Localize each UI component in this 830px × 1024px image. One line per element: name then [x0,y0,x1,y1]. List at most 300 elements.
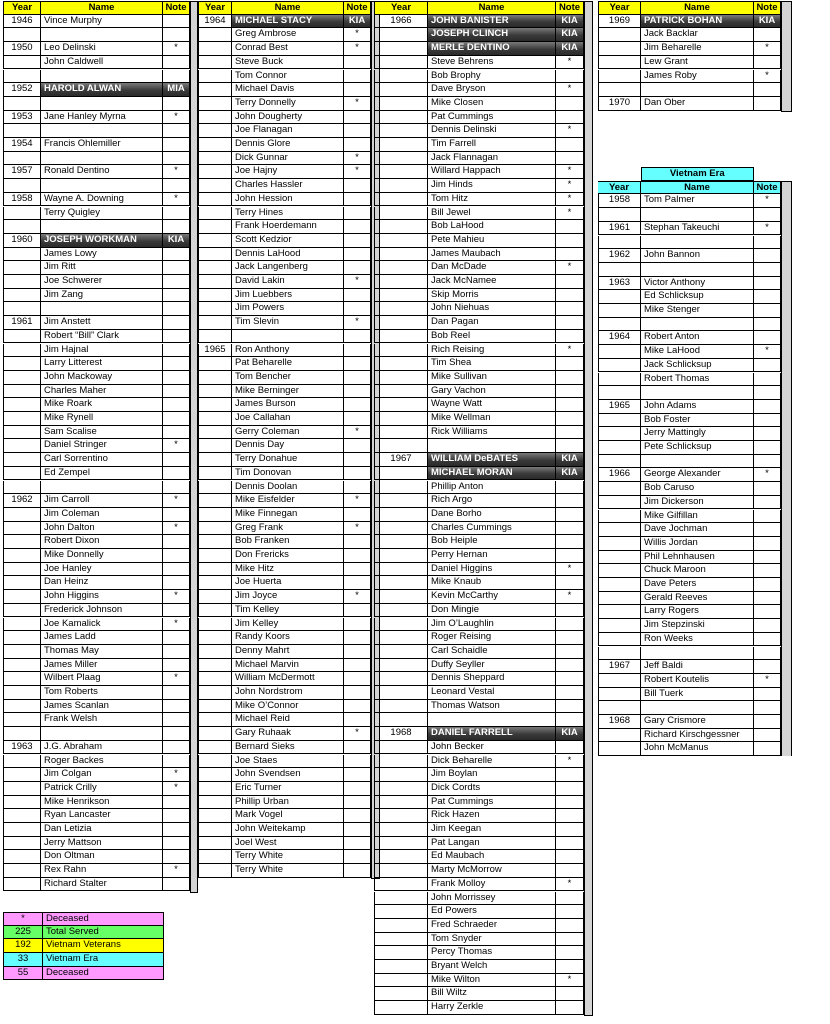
note-cell [556,823,584,837]
note-cell [344,809,371,823]
year-cell [374,809,428,823]
name-cell: Mike Roark [41,398,163,412]
year-cell [198,357,232,371]
note-cell [754,619,781,633]
note-cell: * [163,672,190,686]
casualty-name-cell: JOHN BANISTER [428,15,556,29]
year-cell: 1965 [198,344,232,358]
name-cell: Bill Wiltz [428,987,556,1001]
name-cell: Ronald Dentino [41,165,163,179]
name-cell: Jack Backlar [641,28,754,42]
year-cell [374,713,428,727]
year-cell [374,1001,428,1015]
name-cell: Francis Ohlemiller [41,138,163,152]
note-cell: * [556,261,584,275]
note-cell: KIA [754,15,781,29]
year-cell [374,796,428,810]
note-cell [556,946,584,960]
name-cell: Dave Jochman [641,523,754,537]
name-cell: Joe Huerta [232,576,344,590]
note-cell [754,633,781,647]
year-cell [198,42,232,56]
name-cell: Mike Wellman [428,412,556,426]
note-cell [556,385,584,399]
year-cell [3,782,41,796]
note-cell: * [163,618,190,632]
year-cell [598,510,641,524]
note-cell [163,453,190,467]
casualty-name-cell: JOSEPH WORKMAN [41,234,163,248]
note-cell [556,809,584,823]
year-cell [598,674,641,688]
name-cell: John Weitekamp [232,823,344,837]
note-cell [163,275,190,289]
name-cell: Steve Behrens [428,56,556,70]
note-cell [163,426,190,440]
note-cell: * [344,727,371,741]
name-cell: Rick Hazen [428,809,556,823]
year-cell [374,412,428,426]
year-cell [198,864,232,878]
name-cell: Rex Rahn [41,864,163,878]
year-cell [198,850,232,864]
note-cell: KIA [344,15,371,29]
note-cell [344,83,371,97]
year-cell [3,385,41,399]
year-cell [374,522,428,536]
note-cell: * [163,165,190,179]
note-cell: * [163,42,190,56]
year-cell [3,179,41,193]
year-cell [374,946,428,960]
year-cell [198,494,232,508]
year-cell [374,28,428,42]
name-cell: Tom Palmer [641,194,754,208]
name-cell: Bryant Welch [428,960,556,974]
note-cell [344,439,371,453]
year-cell [198,56,232,70]
name-cell: Bob Franken [232,535,344,549]
name-cell: Rich Argo [428,494,556,508]
year-cell [3,28,41,42]
name-cell: John Niehuas [428,302,556,316]
note-cell [163,850,190,864]
name-cell: Ed Maubach [428,850,556,864]
name-cell: Pat Beharelle [232,357,344,371]
note-cell [344,124,371,138]
year-cell [198,618,232,632]
name-cell: Jim Boylan [428,768,556,782]
name-cell: Ed Powers [428,905,556,919]
note-cell [556,713,584,727]
year-cell [3,439,41,453]
name-cell [641,208,754,222]
name-cell: Denny Mahrt [232,645,344,659]
name-cell [41,152,163,166]
year-cell [374,494,428,508]
year-cell [198,782,232,796]
year-cell [198,426,232,440]
year-cell [374,124,428,138]
name-cell: Joe Kamalick [41,618,163,632]
note-cell [556,220,584,234]
note-cell [163,28,190,42]
note-cell: * [163,494,190,508]
year-cell [598,496,641,510]
name-cell: Mike Gilfillan [641,510,754,524]
name-cell: Jack Flannagan [428,152,556,166]
name-cell [41,220,163,234]
year-cell [598,578,641,592]
year-cell [198,563,232,577]
year-cell [3,220,41,234]
name-cell: Jerry Mattingly [641,427,754,441]
name-cell: John Svendsen [232,768,344,782]
note-cell [163,56,190,70]
note-cell [344,549,371,563]
name-cell: Gerry Coleman [232,426,344,440]
year-cell [374,672,428,686]
year-cell [374,905,428,919]
name-cell: Tom Roberts [41,686,163,700]
name-cell: Tom Snyder [428,933,556,947]
year-cell [198,28,232,42]
note-cell [754,537,781,551]
year-cell [374,193,428,207]
year-cell [598,551,641,565]
name-cell: John Nordstrom [232,686,344,700]
note-cell [556,850,584,864]
note-cell [163,713,190,727]
note-cell [556,700,584,714]
note-cell [556,905,584,919]
year-cell: 1967 [374,453,428,467]
legend-label: Deceased [42,912,164,926]
name-cell: Vince Murphy [41,15,163,29]
note-cell: * [344,316,371,330]
name-cell: Mike Wilton [428,974,556,988]
name-cell: James Burson [232,398,344,412]
year-cell [374,576,428,590]
year-cell [198,302,232,316]
note-cell: * [344,165,371,179]
note-cell [163,796,190,810]
year-cell [3,302,41,316]
name-cell: Willard Happach [428,165,556,179]
note-cell [556,618,584,632]
year-cell [3,563,41,577]
year-cell [598,455,641,469]
note-cell [344,111,371,125]
name-cell: Perry Hernan [428,549,556,563]
note-cell [163,124,190,138]
name-cell [41,124,163,138]
note-cell: * [754,674,781,688]
note-cell [344,576,371,590]
name-cell: Bob LaHood [428,220,556,234]
year-cell [374,864,428,878]
casualty-name-cell: PATRICK BOHAN [641,15,754,29]
year-cell [3,289,41,303]
year-cell [198,604,232,618]
note-cell [163,809,190,823]
year-cell [3,371,41,385]
name-cell: Terry White [232,850,344,864]
casualty-name-cell: MICHAEL MORAN [428,467,556,481]
year-cell [3,261,41,275]
year-cell [198,412,232,426]
note-cell: * [556,165,584,179]
year-cell [374,631,428,645]
note-cell [754,455,781,469]
note-cell [344,563,371,577]
note-cell: * [556,563,584,577]
note-cell [344,782,371,796]
year-cell [598,83,641,97]
note-cell: * [344,522,371,536]
name-cell: Mike Rynell [41,412,163,426]
year-cell [3,878,41,892]
year-cell [198,453,232,467]
name-cell: Leo Delinski [41,42,163,56]
year-cell [198,535,232,549]
year-cell [3,604,41,618]
note-cell [344,768,371,782]
note-cell [163,631,190,645]
note-cell [556,919,584,933]
note-cell [344,302,371,316]
name-cell: Jim O’Laughlin [428,618,556,632]
note-cell [163,727,190,741]
year-cell [3,686,41,700]
note-cell: * [163,439,190,453]
name-cell: Joe Hajny [232,165,344,179]
note-cell: MIA [163,83,190,97]
name-cell: Robert Dixon [41,535,163,549]
year-cell [3,508,41,522]
year-cell [598,619,641,633]
name-cell [641,236,754,250]
name-cell: Kevin McCarthy [428,590,556,604]
name-cell: Ed Schlicksup [641,290,754,304]
year-cell [3,152,41,166]
note-cell [556,522,584,536]
year-cell [598,28,641,42]
note-cell: * [344,275,371,289]
note-cell: * [163,782,190,796]
note-cell [754,496,781,510]
year-cell [3,768,41,782]
header-note: Note [344,1,371,15]
year-cell [374,974,428,988]
note-cell [163,741,190,755]
note-cell: * [344,42,371,56]
name-cell: Frank Hoerdemann [232,220,344,234]
year-cell [374,97,428,111]
legend-label: Vietnam Era [42,953,164,967]
name-cell: Bernard Sieks [232,741,344,755]
year-cell [198,823,232,837]
name-cell: Don Mingie [428,604,556,618]
header-name: Name [641,1,754,15]
year-cell [598,304,641,318]
year-cell [374,426,428,440]
note-cell [556,686,584,700]
name-cell: William McDermott [232,672,344,686]
name-cell: Dan Pagan [428,316,556,330]
name-cell: Harry Zerkle [428,1001,556,1015]
name-cell: Gary Vachon [428,385,556,399]
name-cell: Dennis Doolan [232,481,344,495]
name-cell [641,386,754,400]
year-cell [598,386,641,400]
note-cell [754,236,781,250]
year-cell [3,659,41,673]
name-cell [232,330,344,344]
note-cell: KIA [556,15,584,29]
year-cell [374,302,428,316]
year-cell [598,729,641,743]
note-cell [556,275,584,289]
name-cell [428,439,556,453]
note-cell [556,426,584,440]
year-cell [374,535,428,549]
name-cell [641,647,754,661]
year-cell [198,207,232,221]
year-cell: 1968 [374,727,428,741]
name-cell: Dan Heinz [41,576,163,590]
note-cell [344,796,371,810]
note-cell [163,549,190,563]
casualty-name-cell: DANIEL FARRELL [428,727,556,741]
legend-label: Total Served [42,926,164,940]
casualty-name-cell: HAROLD ALWAN [41,83,163,97]
year-cell [374,357,428,371]
note-cell [754,523,781,537]
note-cell: * [344,152,371,166]
year-cell [598,742,641,756]
note-cell [556,987,584,1001]
note-cell [754,564,781,578]
year-cell [198,289,232,303]
note-cell [163,70,190,84]
year-cell [598,688,641,702]
year-cell [198,385,232,399]
name-cell [641,318,754,332]
year-cell [198,549,232,563]
name-cell: Dick Gunnar [232,152,344,166]
year-cell [598,42,641,56]
note-cell: * [556,207,584,221]
name-cell: J.G. Abraham [41,741,163,755]
name-cell: Frank Welsh [41,713,163,727]
year-cell: 1968 [598,715,641,729]
name-cell: Michael Davis [232,83,344,97]
year-cell [198,124,232,138]
note-cell [163,344,190,358]
legend-value: * [3,912,43,926]
year-cell [198,659,232,673]
year-cell [198,700,232,714]
name-cell: Eric Turner [232,782,344,796]
name-cell [41,727,163,741]
note-cell [754,647,781,661]
year-cell: 1950 [3,42,41,56]
name-cell: Pete Schlicksup [641,441,754,455]
note-cell [556,111,584,125]
name-cell: Daniel Higgins [428,563,556,577]
year-cell [3,850,41,864]
year-cell [3,522,41,536]
name-cell: James Roby [641,70,754,84]
year-cell [198,234,232,248]
year-cell [374,768,428,782]
note-cell: * [754,42,781,56]
name-cell: Ed Zempel [41,467,163,481]
note-cell: KIA [163,234,190,248]
note-cell [556,316,584,330]
year-cell [374,152,428,166]
year-cell: 1965 [598,400,641,414]
year-cell [598,537,641,551]
column-gutter [781,1,792,112]
note-cell: * [163,111,190,125]
name-cell: Jeff Baldi [641,660,754,674]
note-cell: * [163,522,190,536]
header-note: Note [754,181,781,195]
year-cell [374,508,428,522]
year-cell [374,700,428,714]
note-cell [344,823,371,837]
year-cell [198,330,232,344]
name-cell: Mike Sullivan [428,371,556,385]
legend-label: Vietnam Veterans [42,939,164,953]
name-cell: Jane Hanley Myrna [41,111,163,125]
name-cell: Marty McMorrow [428,864,556,878]
note-cell [754,551,781,565]
year-cell [198,398,232,412]
note-cell [754,441,781,455]
year-cell [598,523,641,537]
name-cell: John McManus [641,742,754,756]
name-cell [41,179,163,193]
year-cell [374,823,428,837]
note-cell [754,97,781,111]
note-cell: * [556,590,584,604]
note-cell [344,864,371,878]
note-cell [754,427,781,441]
note-cell: * [556,878,584,892]
name-cell: Joe Staes [232,755,344,769]
name-cell: Greg Frank [232,522,344,536]
note-cell [754,304,781,318]
note-cell [163,248,190,262]
note-cell [344,56,371,70]
note-cell [556,357,584,371]
name-cell: Jim Luebbers [232,289,344,303]
name-cell: Joe Schwerer [41,275,163,289]
name-cell: Tom Bencher [232,371,344,385]
name-cell: Scott Kedzior [232,234,344,248]
note-cell [754,715,781,729]
name-cell: Robert Koutelis [641,674,754,688]
name-cell: Dan Letizia [41,823,163,837]
note-cell: * [344,426,371,440]
year-cell: 1961 [598,222,641,236]
note-cell: * [344,97,371,111]
note-cell [344,385,371,399]
name-cell: Gerald Reeves [641,592,754,606]
